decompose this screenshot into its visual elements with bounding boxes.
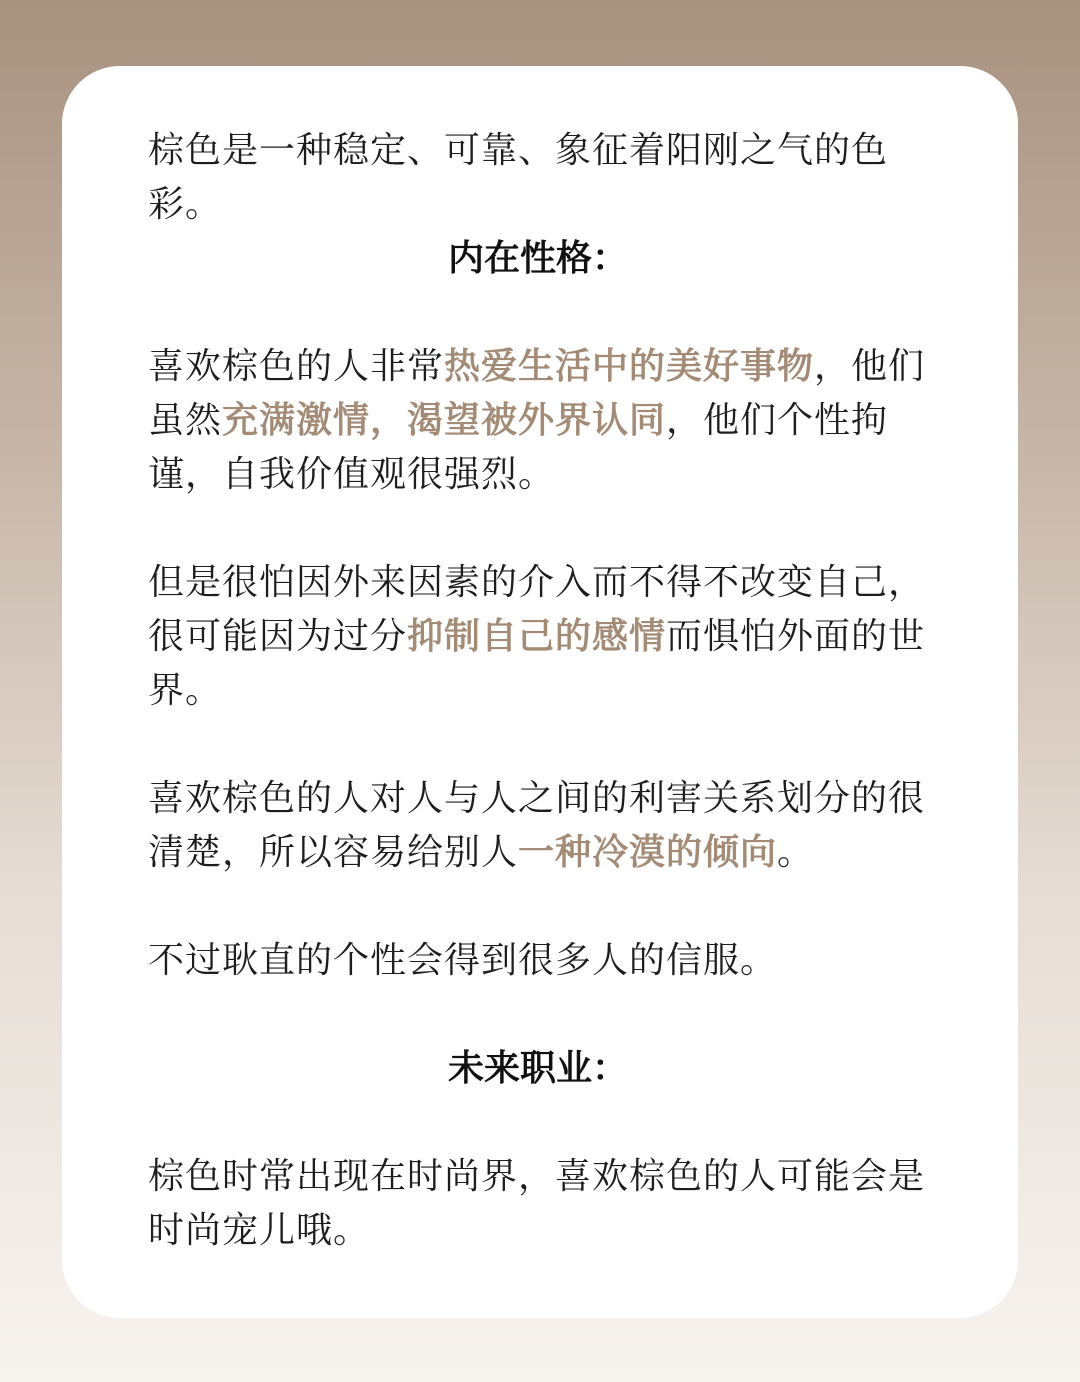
text-segment: 喜欢棕色的人对人与人之间的利害关系划分的很清楚，所以容易给别人 <box>148 778 926 873</box>
intro-paragraph: 棕色是一种稳定、可靠、象征着阳刚之气的色彩。 <box>148 130 889 225</box>
text-segment: ，他们虽然 <box>148 346 926 441</box>
highlight-text: 充满激情，渴望被外界认同 <box>222 400 667 441</box>
text-segment: 但是很怕因外来因素的介入而不得不改变自己，很可能因为过分 <box>148 562 926 657</box>
section-heading-personality: 内在性格： <box>447 238 628 279</box>
content-card <box>62 66 1018 1318</box>
text-segment: 喜欢棕色的人非常 <box>148 346 445 387</box>
highlight-text: 热爱生活中的美好事物 <box>444 346 815 387</box>
personality-paragraph-2 <box>148 556 928 718</box>
text-segment: ，他们个性拘谨，自我价值观很强烈。 <box>148 400 889 495</box>
section-heading-career: 未来职业： <box>447 1048 628 1089</box>
personality-paragraph-3 <box>148 772 928 880</box>
text-segment: 。 <box>777 832 815 873</box>
career-paragraph: 棕色时常出现在时尚界，喜欢棕色的人可能会是时尚宠儿哦。 <box>148 1156 926 1251</box>
personality-paragraph-1 <box>148 340 928 502</box>
text-segment: 而惧怕外面的世界。 <box>148 616 926 711</box>
highlight-text: 抑制自己的感情 <box>407 616 667 657</box>
personality-paragraph-4: 不过耿直的个性会得到很多人的信服。 <box>148 940 778 981</box>
highlight-text: 一种冷漠的倾向 <box>518 832 778 873</box>
